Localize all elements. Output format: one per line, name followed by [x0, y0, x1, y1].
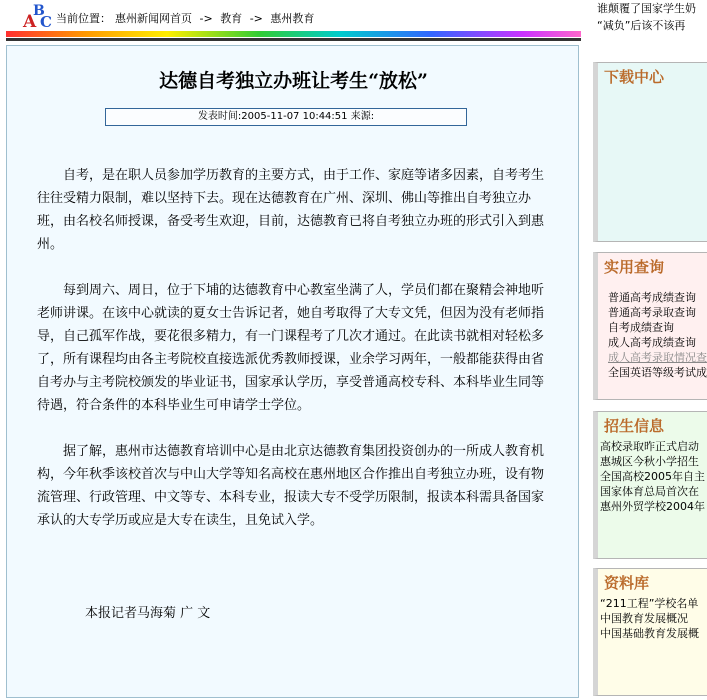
practical-query-title: 实用查询	[604, 258, 665, 276]
site-logo-icon	[22, 2, 54, 28]
admission-link[interactable]: 全国高校2005年自主	[600, 470, 705, 483]
article-paragraph: 每到周六、周日，位于下埔的达德教育中心教室坐满了人，学员们都在聚精会神地听老师讲课。在该中心就读的夏女士告诉记者，她自考取得了大专文凭，但因为没有老师指导，自己孤军作战，要花很多精力，有一门课程考了几次才通过。在此读书就相对轻松多了，所有课程均由各主考院校直接选派优秀教师授课，业余学习两年，一般都能获得由省自考办与主考院校颁发的毕业证书，国家承认学历，享受普通高校专科、本科毕业生同等待遇，符合条件的本科毕业生可申请学士学位。	[37, 283, 545, 413]
article-meta: 发表时间:2005-11-07 10:44:51 来源:	[105, 108, 467, 126]
query-link[interactable]: 自考成绩查询	[608, 321, 674, 334]
library-link[interactable]: 中国基础教育发展概	[600, 627, 699, 640]
admission-info-box	[593, 411, 707, 559]
practical-query-box	[593, 252, 707, 400]
header-divider	[6, 38, 581, 41]
query-link[interactable]: 成人高考成绩查询	[608, 336, 696, 349]
admission-link[interactable]: 惠城区今秋小学招生	[600, 455, 699, 468]
breadcrumb-education-link[interactable]: 教育	[220, 12, 243, 25]
article-byline: 本报记者马海菊 广 文	[85, 606, 211, 621]
sidebar-news-link[interactable]: “减负”后该不该再	[597, 19, 686, 32]
admission-info-title: 招生信息	[604, 417, 665, 435]
svg-text:C: C	[40, 13, 52, 28]
download-center-title: 下载中心	[604, 68, 665, 86]
svg-text:B: B	[33, 3, 45, 19]
library-link[interactable]: “211工程”学校名单	[600, 597, 699, 610]
article-paragraph: 自考，是在职人员参加学历教育的主要方式，由于工作、家庭等诸多因素，自考考生往往受精力限制，难以坚持下去。现在达德教育在广州、深圳、佛山等推出自考独立办班，由名校名师授课，备受考生欢迎，目前，达德教育已将自考独立办班的形式引入到惠州。	[37, 168, 545, 252]
admission-link[interactable]: 惠州外贸学校2004年	[600, 500, 705, 513]
article-title: 达德自考独立办班让考生“放松”	[159, 70, 428, 92]
admission-link[interactable]: 高校录取昨正式启动	[600, 440, 699, 453]
breadcrumb-label: 当前位置：	[56, 12, 111, 25]
query-link[interactable]: 普通高考成绩查询	[608, 291, 696, 304]
admission-link[interactable]: 国家体育总局首次在	[600, 485, 699, 498]
breadcrumb-separator: ->	[199, 12, 213, 25]
rainbow-divider	[6, 31, 581, 37]
article-body	[37, 164, 552, 555]
query-link[interactable]: 成人高考录取情况查	[608, 351, 707, 364]
download-center-box	[593, 62, 707, 242]
query-link[interactable]: 全国英语等级考试成	[608, 366, 707, 379]
breadcrumb	[56, 10, 314, 26]
library-box	[593, 568, 707, 696]
article-panel	[6, 45, 579, 698]
sidebar-top-news	[593, 0, 707, 46]
breadcrumb-huizhou-education-link[interactable]: 惠州教育	[270, 12, 315, 25]
breadcrumb-home-link[interactable]: 惠州新闻网首页	[115, 12, 192, 25]
article-paragraph: 据了解，惠州市达德教育培训中心是由北京达德教育集团投资创办的一所成人教育机构，今年秋季该校首次与中山大学等知名高校在惠州地区合作推出自考独立办班，设有物流管理、行政管理、中文等专、本科专业，报读大专不受学历限制，报读本科需具备国家承认的大专学历或应是大专在读生，且免试入学。	[37, 444, 545, 528]
svg-text:A: A	[23, 12, 37, 28]
query-link[interactable]: 普通高考录取查询	[608, 306, 696, 319]
breadcrumb-separator: ->	[249, 12, 263, 25]
sidebar-news-link[interactable]: 谁颠覆了国家学生奶	[597, 2, 696, 15]
library-link[interactable]: 中国教育发展概况	[600, 612, 688, 625]
library-title: 资料库	[604, 574, 650, 592]
